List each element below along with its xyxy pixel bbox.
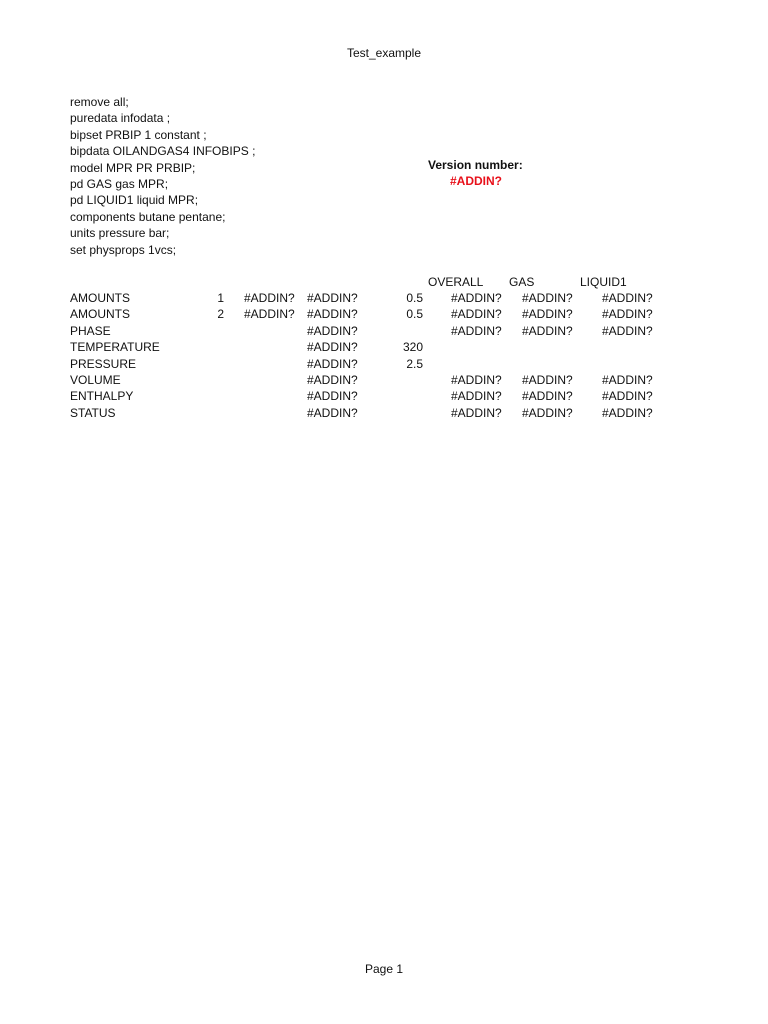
row-label: AMOUNTS <box>70 307 130 322</box>
row-label: PHASE <box>70 323 111 338</box>
gas-cell: #ADDIN? <box>522 389 573 404</box>
input-value: 320 <box>402 340 423 355</box>
value-cell: #ADDIN? <box>307 307 358 322</box>
row-label: STATUS <box>70 405 116 420</box>
component-index <box>164 372 224 388</box>
value-cell: #ADDIN? <box>307 323 358 338</box>
value-cell: #ADDIN? <box>307 373 358 387</box>
gas-cell: #ADDIN? <box>522 373 573 387</box>
liquid1-cell: #ADDIN? <box>602 373 653 387</box>
row-label: AMOUNTS <box>70 291 130 305</box>
command-script <box>70 94 255 258</box>
gas-cell: #ADDIN? <box>522 307 573 322</box>
value-cell: #ADDIN? <box>307 291 358 305</box>
script-line: bipset PRBIP 1 constant ; <box>70 127 207 142</box>
input-value: 0.5 <box>406 291 423 305</box>
row-label: PRESSURE <box>70 356 137 371</box>
value-cell: #ADDIN? <box>307 340 358 355</box>
row-label: VOLUME <box>70 373 121 387</box>
overall-cell: #ADDIN? <box>451 373 502 387</box>
component-index <box>164 356 224 372</box>
script-line: set physprops 1vcs; <box>70 242 177 257</box>
value-cell: #ADDIN? <box>244 291 295 305</box>
value-cell: #ADDIN? <box>307 405 358 420</box>
header-gas: GAS <box>509 275 535 289</box>
component-index: 2 <box>217 307 224 322</box>
liquid1-cell: #ADDIN? <box>602 389 653 404</box>
input-value <box>363 323 423 339</box>
script-line: pd LIQUID1 liquid MPR; <box>70 193 199 208</box>
liquid1-cell: #ADDIN? <box>602 291 653 305</box>
component-index <box>164 339 224 355</box>
component-index <box>164 388 224 404</box>
script-line: puredata infodata ; <box>70 111 171 126</box>
overall-cell: #ADDIN? <box>451 405 502 420</box>
row-label: TEMPERATURE <box>70 340 160 355</box>
value-cell: #ADDIN? <box>307 389 358 404</box>
liquid1-cell: #ADDIN? <box>602 323 653 338</box>
script-line: remove all; <box>70 95 129 109</box>
version-value: #ADDIN? <box>450 174 503 188</box>
value-cell: #ADDIN? <box>244 307 295 322</box>
row-label: ENTHALPY <box>70 389 134 404</box>
liquid1-cell: #ADDIN? <box>602 405 653 420</box>
overall-cell: #ADDIN? <box>451 389 502 404</box>
component-index <box>164 323 224 339</box>
overall-cell: #ADDIN? <box>451 323 502 338</box>
gas-cell: #ADDIN? <box>522 323 573 338</box>
version-label: Version number: <box>428 158 523 172</box>
page-number: Page 1 <box>364 962 404 976</box>
script-line: model MPR PR PRBIP; <box>70 160 196 175</box>
input-value <box>363 405 423 421</box>
overall-cell: #ADDIN? <box>451 307 502 322</box>
gas-cell: #ADDIN? <box>522 405 573 420</box>
script-line: components butane pentane; <box>70 209 226 224</box>
liquid1-cell: #ADDIN? <box>602 307 653 322</box>
input-value: 0.5 <box>406 307 423 322</box>
script-line: pd GAS gas MPR; <box>70 176 169 191</box>
component-index <box>164 405 224 421</box>
header-liquid1: LIQUID1 <box>580 275 627 289</box>
header-overall: OVERALL <box>428 275 484 289</box>
overall-cell: #ADDIN? <box>451 291 502 305</box>
input-value <box>363 388 423 404</box>
gas-cell: #ADDIN? <box>522 291 573 305</box>
component-index: 1 <box>217 291 224 305</box>
input-value: 2.5 <box>406 356 423 371</box>
value-cell: #ADDIN? <box>307 356 358 371</box>
page-title: Test_example <box>346 46 422 60</box>
input-value <box>363 372 423 388</box>
script-line: units pressure bar; <box>70 226 170 241</box>
script-line: bipdata OILANDGAS4 INFOBIPS ; <box>70 144 256 159</box>
